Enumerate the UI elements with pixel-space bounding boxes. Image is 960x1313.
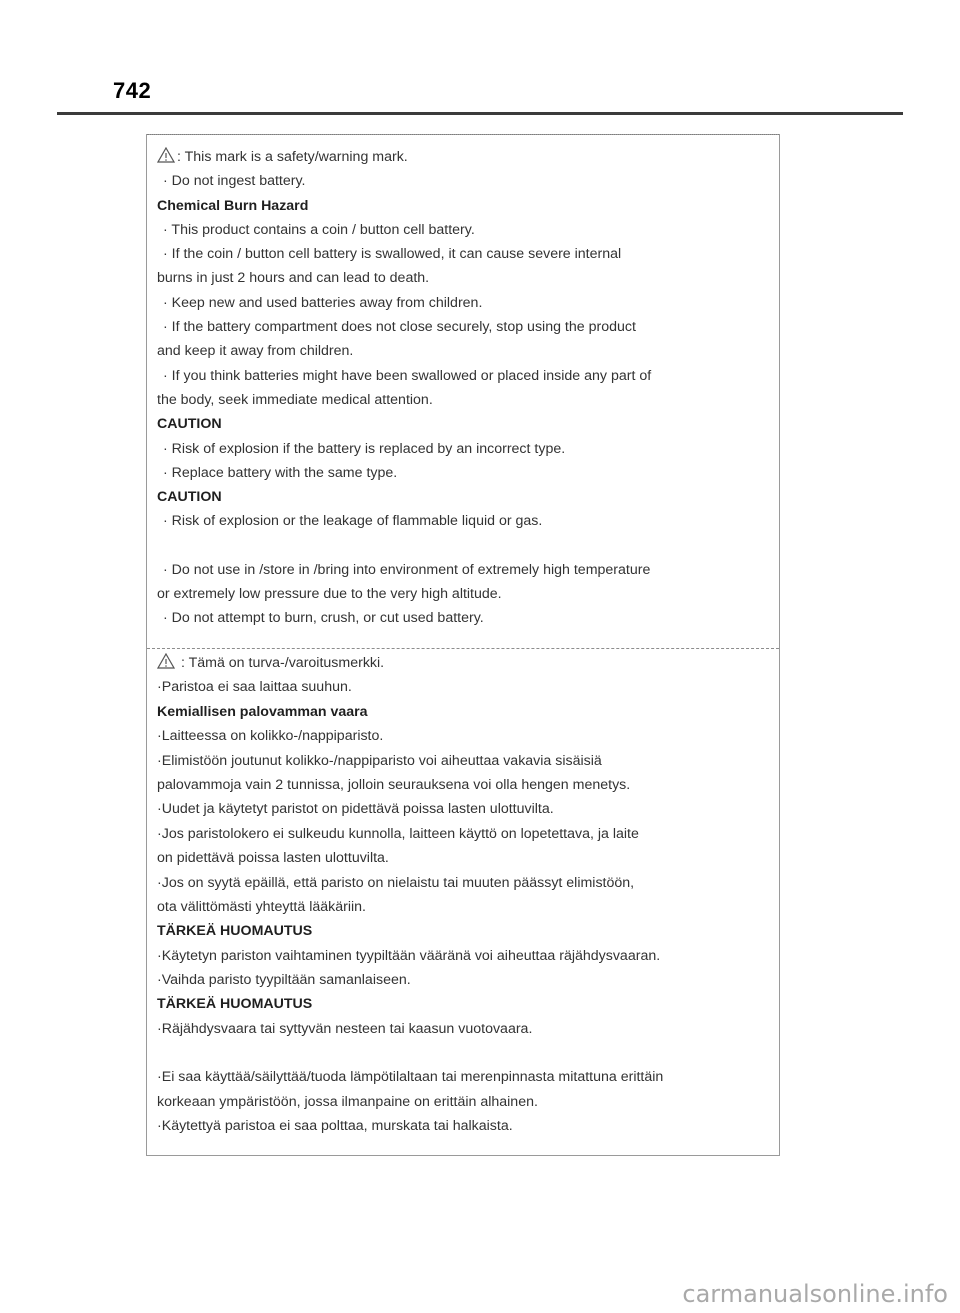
finnish-lines bbox=[157, 675, 771, 1138]
section-heading: TÄRKEÄ HUOMAUTUS bbox=[157, 996, 313, 1013]
text-line: · Keep new and used batteries away from children. bbox=[163, 294, 483, 311]
text-line: ·Paristoa ei saa laittaa suuhun. bbox=[157, 679, 352, 696]
text-line: palovammoja vain 2 tunnissa, jolloin seurauksena voi olla hengen menetys. bbox=[157, 776, 631, 793]
section-heading: TÄRKEÄ HUOMAUTUS bbox=[157, 923, 313, 940]
text-line: ·Jos on syytä epäillä, että paristo on nielaistu tai muuten päässyt elimistöön, bbox=[157, 874, 635, 891]
text-line: ·Ei saa käyttää/säilyttää/tuoda lämpötilaltaan tai merenpinnasta mitattuna erittäin bbox=[157, 1069, 664, 1086]
text-line: · Do not use in /store in /bring into environment of extremely high temperature bbox=[163, 561, 651, 578]
text-line: · Risk of explosion or the leakage of flammable liquid or gas. bbox=[163, 513, 543, 530]
battery-warning-box bbox=[146, 134, 780, 1156]
text-line: korkeaan ympäristöön, jossa ilmanpaine on erittäin alhainen. bbox=[157, 1093, 538, 1110]
spacer bbox=[157, 534, 771, 558]
section-heading: Kemiallisen palovamman vaara bbox=[157, 703, 368, 720]
text-line: · Risk of explosion if the battery is replaced by an incorrect type. bbox=[163, 440, 566, 457]
section-heading: Chemical Burn Hazard bbox=[157, 197, 309, 214]
warning-mark-line-en bbox=[157, 145, 771, 169]
text-line: ·Elimistöön joutunut kolikko-/nappiparisto voi aiheuttaa vakavia sisäisiä bbox=[157, 752, 602, 769]
page-number: 742 bbox=[113, 78, 152, 103]
english-lines bbox=[157, 169, 771, 630]
text-line: ·Käytettyä paristoa ei saa polttaa, murskata tai halkaista. bbox=[157, 1118, 513, 1135]
warning-triangle-icon bbox=[157, 147, 175, 163]
text-line: ota välittömästi yhteyttä lääkäriin. bbox=[157, 898, 366, 915]
section-divider bbox=[147, 648, 779, 649]
warning-triangle-icon bbox=[157, 653, 175, 669]
watermark: carmanualsonline.info bbox=[682, 1280, 948, 1308]
text-line: · Do not ingest battery. bbox=[163, 173, 306, 190]
finnish-section bbox=[147, 651, 779, 1151]
text-line: or extremely low pressure due to the very high altitude. bbox=[157, 586, 502, 603]
text-line: ·Laitteessa on kolikko-/nappiparisto. bbox=[157, 728, 384, 745]
spacer bbox=[157, 1041, 771, 1065]
box-top-border bbox=[147, 134, 779, 135]
text-line: the body, seek immediate medical attention. bbox=[157, 391, 433, 408]
header-rule bbox=[57, 112, 903, 115]
text-line: burns in just 2 hours and can lead to death. bbox=[157, 270, 430, 287]
section-heading: CAUTION bbox=[157, 489, 222, 506]
text-line: ·Räjähdysvaara tai syttyvän nesteen tai kaasun vuotovaara. bbox=[157, 1020, 533, 1037]
text-line: ·Jos paristolokero ei sulkeudu kunnolla, laitteen käyttö on lopetettava, ja laite bbox=[157, 825, 639, 842]
section-heading: CAUTION bbox=[157, 416, 222, 433]
text-line: · If you think batteries might have been swallowed or placed inside any part of bbox=[163, 367, 652, 384]
text-line: · If the coin / button cell battery is swallowed, it can cause severe internal bbox=[163, 246, 622, 263]
english-section bbox=[147, 145, 779, 647]
text-line: · If the battery compartment does not close securely, stop using the product bbox=[163, 319, 636, 336]
text-line: · This product contains a coin / button cell battery. bbox=[163, 221, 475, 238]
text-line: ·Käytetyn pariston vaihtaminen tyypiltään vääränä voi aiheuttaa räjähdysvaaran. bbox=[157, 947, 661, 964]
warning-mark-line-fi bbox=[157, 651, 771, 675]
warning-mark-text-en: : This mark is a safety/warning mark. bbox=[177, 149, 408, 165]
text-line: on pidettävä poissa lasten ulottuvilta. bbox=[157, 850, 389, 867]
warning-mark-text-fi: : Tämä on turva-/varoitusmerkki. bbox=[177, 655, 385, 671]
text-line: ·Uudet ja käytetyt paristot on pidettävä poissa lasten ulottuvilta. bbox=[157, 801, 554, 818]
text-line: ·Vaihda paristo tyypiltään samanlaiseen. bbox=[157, 972, 411, 989]
text-line: · Replace battery with the same type. bbox=[163, 464, 398, 481]
text-line: · Do not attempt to burn, crush, or cut used battery. bbox=[163, 610, 484, 627]
text-line: and keep it away from children. bbox=[157, 343, 354, 360]
